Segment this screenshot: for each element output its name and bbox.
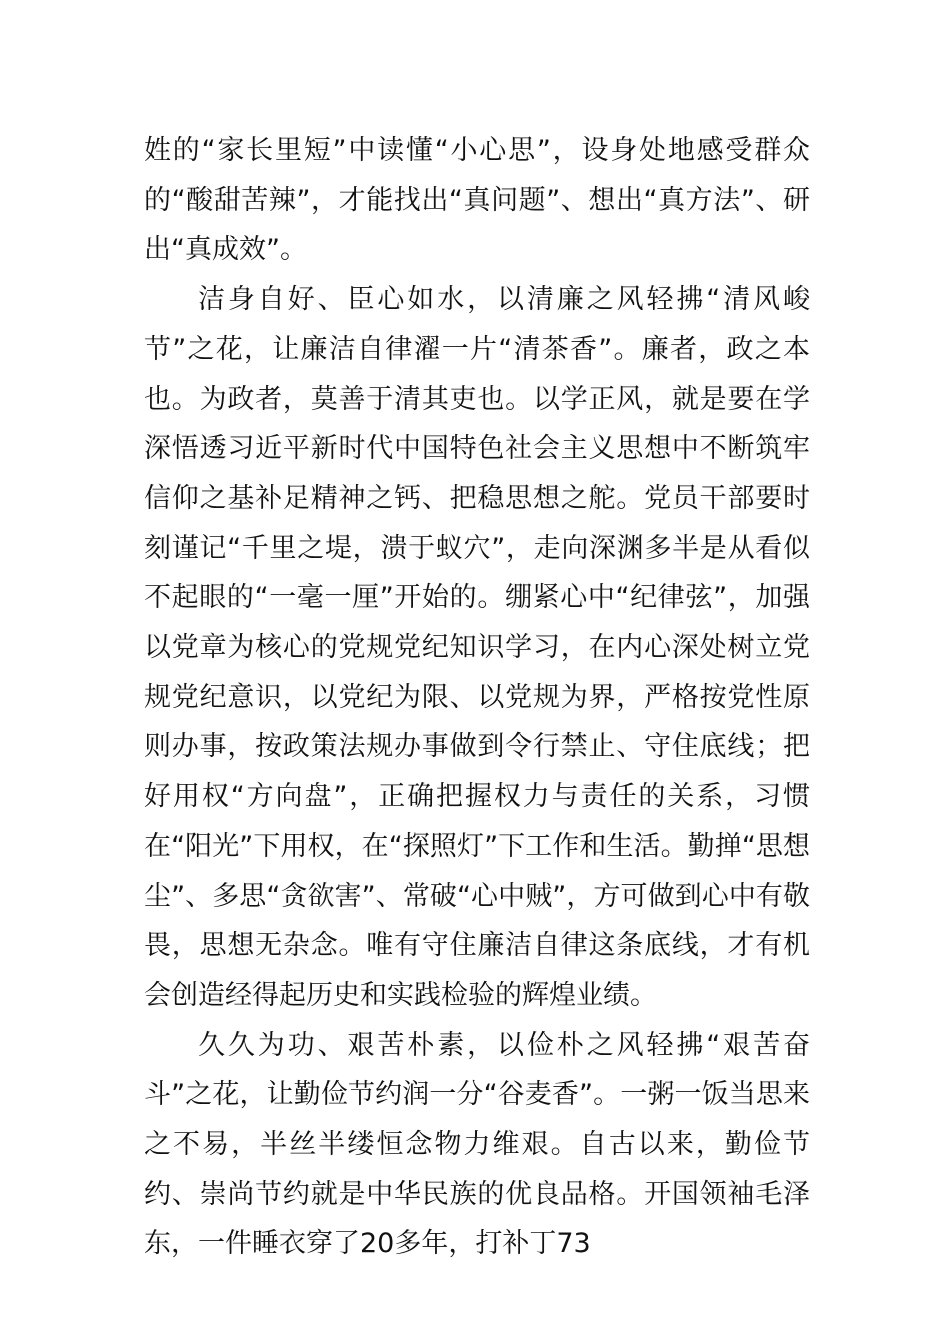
paragraph-continuation: 姓的“家长里短”中读懂“小心思”，设身处地感受群众的“酸甜苦辣”，才能找出“真问题”、想出“真方法”、研出“真成效”。 — [144, 135, 810, 266]
document-body — [144, 126, 810, 1269]
paragraph-frugality: 久久为功、艰苦朴素，以俭朴之风轻拂“艰苦奋斗”之花，让勤俭节约润一分“谷麦香”。一粥一饭当思来之不易，半丝半缕恒念物力维艰。自古以来，勤俭节约、崇尚节约就是中华民族的优良品格。开国领袖毛泽东，一件睡衣穿了20多年，打补丁73 — [144, 1029, 810, 1260]
paragraph-integrity: 洁身自好、臣心如水，以清廉之风轻拂“清风峻节”之花，让廉洁自律濯一片“清茶香”。廉者，政之本也。为政者，莫善于清其吏也。以学正风，就是要在学深悟透习近平新时代中国特色社会主义思想中不断筑牢信仰之基补足精神之钙、把稳思想之舵。党员干部要时刻谨记“千里之堤，溃于蚁穴”，走向深渊多半是从看似不起眼的“一毫一厘”开始的。绷紧心中“纪律弦”，加强以党章为核心的党规党纪知识学习，在内心深处树立党规党纪意识，以党纪为限、以党规为界，严格按党性原则办事，按政策法规办事做到令行禁止、守住底线；把好用权“方向盘”，正确把握权力与责任的关系，习惯在“阳光”下用权，在“探照灯”下工作和生活。勤掸“思想尘”、多思“贪欲害”、常破“心中贼”，方可做到心中有敬畏，思想无杂念。唯有守住廉洁自律这条底线，才有机会创造经得起历史和实践检验的辉煌业绩。 — [144, 284, 810, 1011]
